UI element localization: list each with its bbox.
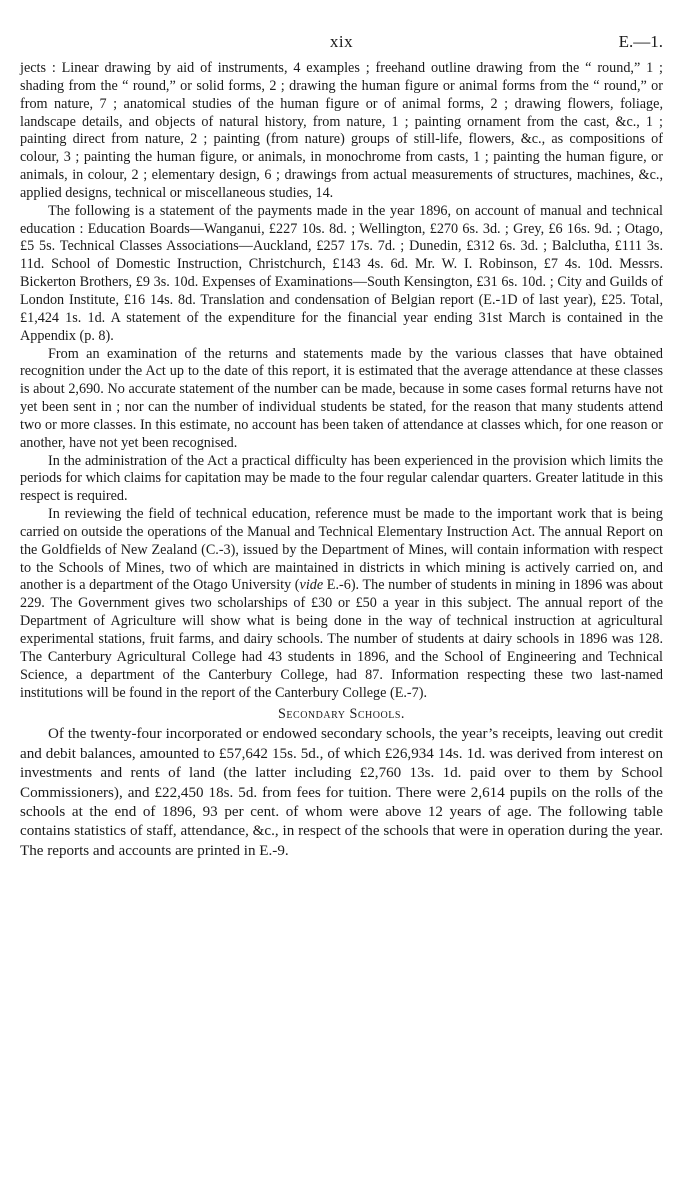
document-page xyxy=(20,32,663,861)
secondary-schools-text xyxy=(20,725,663,861)
paragraph-technical-field xyxy=(20,506,663,702)
document-reference: E.—1. xyxy=(618,32,663,51)
paragraph-technical-field-part1: In reviewing the field of technical education, reference must be made to the important work that is being carried on outside the operations of the Manual and Technical Elementary Instruction Act. The annual Report on the Goldfields of New Zealand (C.-3), issued by the Department of Mines, will contain information with respect to the Schools of Mines, two of which are maintained in districts in which mining is actively carried on, and another is a department of the Otago University ( xyxy=(20,506,663,594)
body-text xyxy=(20,60,663,702)
paragraph-administration: In the administration of the Act a practical difficulty has been experienced in the provision which limits the periods for which claims for capitation may be made to the four regular calendar quarters. Greater latitude in this respect is required. xyxy=(20,452,663,505)
paragraph-technical-field-part2: E.-6). The number of students in mining in 1896 was about 229. The Government gives two scholarships of £30 or £50 a year in this subject. The annual report of the Department of Agriculture will show what is being done in the way of technical instruction at agricultural experimental stations, fruit farms, and dairy schools. The number of students at dairy schools in 1896 was 128. The Canterbury Agricultural College had 43 students in 1896, and the School of Engineering and Technical Science, a department of the Canterbury College, had 87. Information respecting these two last-named institutions will be found in the report of the Canterbury College (E.-7). xyxy=(20,577,663,701)
paragraph-payments: The following is a statement of the payments made in the year 1896, on account of manual and technical education : Education Boards—Wanganui, £227 10s. 8d. ; Wellington, £270 6s. 3d. ; Grey, £6 16s. 9d. ; Otago, £5 5s. Technical Classes Associations—Auckland, £257 17s. 7d. ; Dunedin, £312 6s. 3d. ; Balclutha, £111 3s. 11d. School of Domestic Instruction, Christchurch, £143 4s. 6d. Mr. W. I. Robinson, £7 4s. 10d. Messrs. Bickerton Brothers, £9 3s. 10d. Expenses of Examinations—South Kensington, £31 6s. 10d. ; City and Guilds of London Institute, £16 14s. 8d. Translation and condensation of Belgian report (E.-1D of last year), £25. Total, £1,424 1s. 1d. A statement of the expenditure for the financial year ending 31st March is contained in the Appendix (p. 8). xyxy=(20,202,663,344)
page-number: xix xyxy=(329,32,354,51)
paragraph-art-subjects: jects : Linear drawing by aid of instruments, 4 examples ; freehand outline drawing from the “ round,” 1 ; shading from the “ round,” or solid forms, 2 ; drawing the human figure or animal forms from the “ round,” or from nature, 7 ; anatomical studies of the human figure or of animal forms, 2 ; drawing flowers, foliage, landscape details, and objects of natural history, from nature, 1 ; painting ornament from the cast, &c., 1 ; painting direct from nature, 2 ; painting (from nature) groups of still-life, flowers, &c., as compositions of colour, 3 ; painting the human figure, or animals, in monochrome from casts, 1 ; painting the human figure, or animals, in colour, 2 ; elementary design, 6 ; drawings from actual measurements of structures, machines, &c., applied designs, technical or miscellaneous studies, 14. xyxy=(20,60,663,201)
paragraph-secondary-schools: Of the twenty-four incorporated or endowed secondary schools, the year’s receipts, leaving out credit and debit balances, amounted to £57,642 15s. 5d., of which £26,934 14s. 1d. was derived from interest on investments and rents of land (the latter including £2,760 13s. 1d. paid over to them by School Commissioners), and £22,450 18s. 5d. from fees for tuition. There were 2,614 pupils on the rolls of the schools at the end of 1896, 93 per cent. of whom were above 12 years of age. The following table contains statistics of staff, attendance, &c., in respect of the schools that were in operation during the year. The reports and accounts are printed in E.-9. xyxy=(20,726,663,859)
section-heading-secondary-schools: Secondary Schools. xyxy=(278,706,405,723)
vide-italic: vide xyxy=(299,577,324,594)
paragraph-attendance: From an examination of the returns and statements made by the various classes that have obtained recognition under the Act up to the date of this report, it is estimated that the average attendance at these classes is about 2,690. No accurate statement of the number can be made, because in some cases formal returns have not yet been sent in ; nor can the number of individual students be stated, for the reason that many students attend two or more classes. In this estimate, no account has been taken of attendance at classes which, for one reason or another, have not yet been recognised. xyxy=(20,345,663,451)
page-header xyxy=(20,32,663,60)
